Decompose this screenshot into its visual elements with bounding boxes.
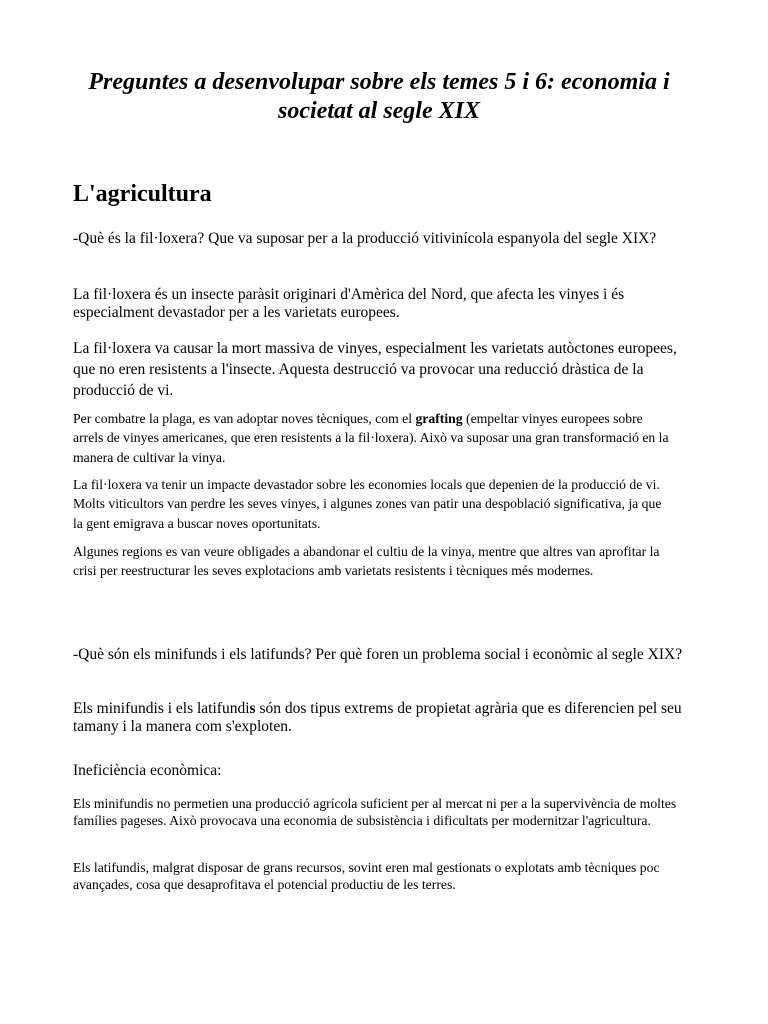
section-heading-agricultura: L'agricultura [73,181,212,207]
question-filloxera: -Què és la fil·loxera? Que va suposar per a la producció vitivinícola espanyola del segle XIX? [73,230,657,247]
subheading-ineficiencia: Ineficiència econòmica: [73,762,222,779]
latifundis-bold-s: s [249,700,256,717]
paragraph-grafting-text-2: (empeltar vinyes europees sobre arrels de vinyes americanes, que eren resistents a la fil·loxera). Això va suposar una gran transformació en la manera de cultivar la vinya. [73,411,669,465]
grafting-term: grafting [415,411,463,426]
paragraph-filloxera-definition: La fil·loxera és un insecte paràsit originari d'Amèrica del Nord, que afecta les vinyes i és especialment devastador per a les varietats europees. [73,286,625,321]
paragraph-filloxera-effects: La fil·loxera va causar la mort massiva de vinyes, especialment les varietats autòctones europees, que no eren resistents a l'insecte. Aquesta destrucció va provocar una reducció dràstica de la producció de vi. [73,340,677,399]
paragraph-grafting [73,409,673,467]
question-minifunds: -Què són els minifunds i els latifunds? Per què foren un problema social i econòmic al segle XIX? [73,646,683,663]
paragraph-grafting-text-1: Per combatre la plaga, es van adoptar noves tècniques, com el [73,411,416,426]
paragraph-minifundis-text-2: són dos tipus extrems de propietat agrària que es diferencien pel seu tamany i la manera com s'exploten. [73,700,682,735]
paragraph-minifundis-problems: Els minifundis no permetien una producció agrícola suficient per al mercat ni per a la supervivència de moltes famílies pageses. Això provocava una economia de subsistència i dificultats per modernitzar l'agricultura. [73,796,677,828]
document-title: Preguntes a desenvolupar sobre els temes 5 i 6: economia i societat al segle XIX [88,69,670,124]
paragraph-economic-impact: La fil·loxera va tenir un impacte devastador sobre les economies locals que depenien de la producció de vi. Molts viticultors van perdre les seves vinyes, i algunes zones van patir una despoblació significativa, ja que la gent emigrava a buscar noves oportunitats. [73,477,662,531]
paragraph-regions: Algunes regions es van veure obligades a abandonar el cultiu de la vinya, mentre que altres van aprofitar la crisi per reestructurar les seves explotacions amb varietats resistents i tècniques més modernes. [73,544,660,579]
paragraph-minifundis-text-1: Els minifundis i els latifundi [73,700,250,717]
paragraph-minifundis-definition [73,700,698,736]
paragraph-latifundis-problems: Els latifundis, malgrat disposar de grans recursos, sovint eren mal gestionats o explotats amb tècniques poc avançades, cosa que desaprofitava el potencial productiu de les terres. [73,860,660,892]
